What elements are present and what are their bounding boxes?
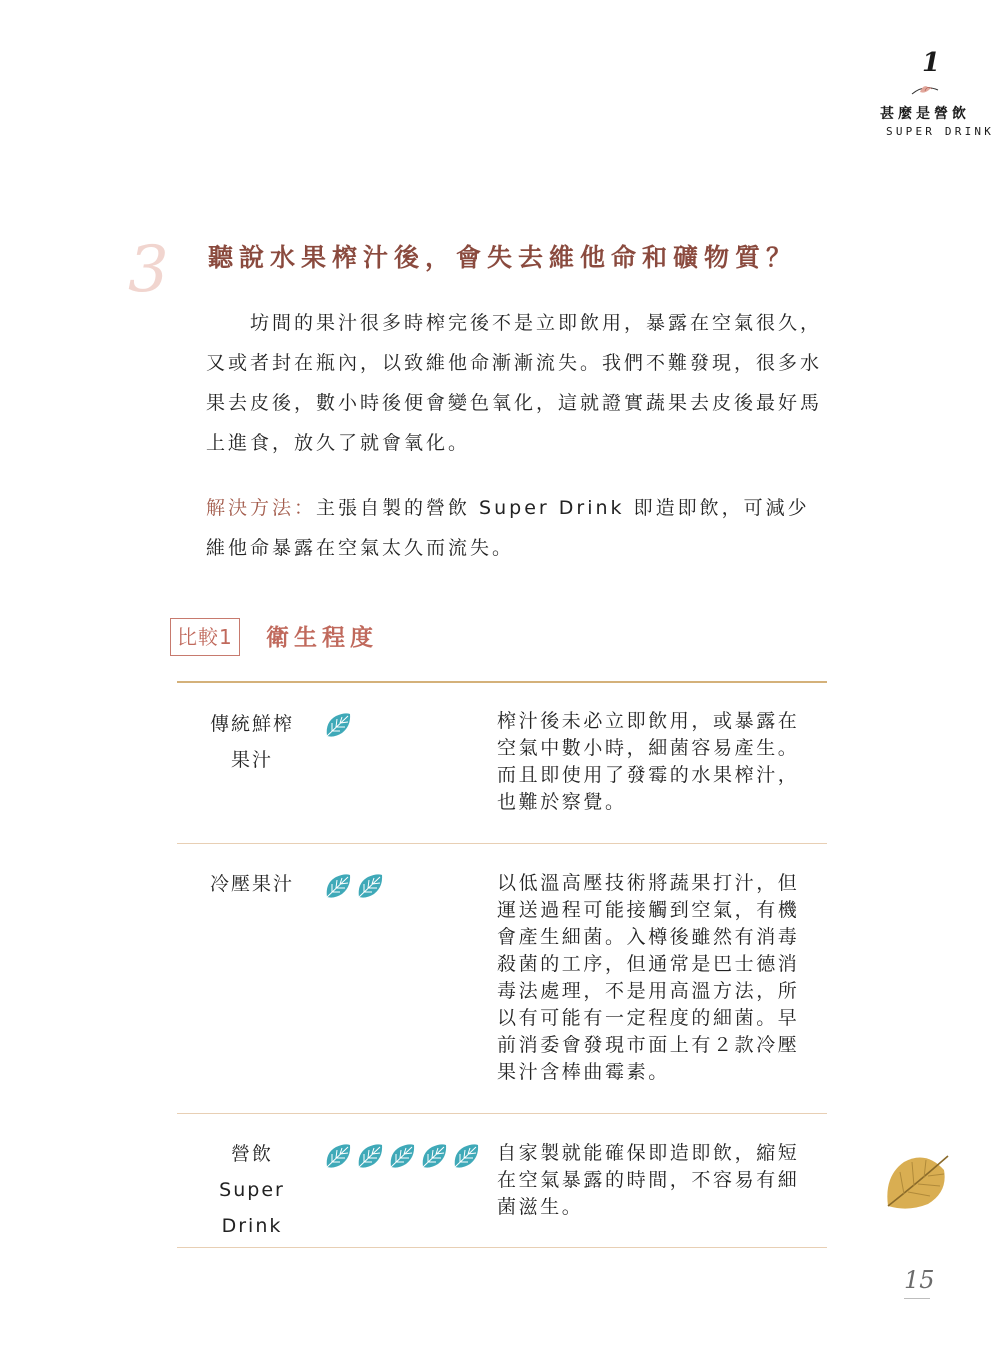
- row-description: 榨汁後未必立即飲用，或暴露在空氣中數小時，細菌容易產生。而且即使用了發霉的水果榨汁，也難於察覺。: [497, 710, 800, 813]
- dry-leaf-icon: [882, 1148, 954, 1214]
- row-name-line1: 冷壓果汁: [209, 873, 294, 895]
- table-top-rule: [177, 681, 827, 683]
- chapter-number: 1: [922, 48, 941, 78]
- table-bottom-rule: [177, 1247, 827, 1248]
- page-number: 15: [904, 1266, 935, 1294]
- solution-text: 主張自製的營飲 Super Drink 即造即飲，可減少維他命暴露在空氣太久而流失。: [206, 497, 810, 559]
- leaf-icon: [356, 1142, 384, 1170]
- leaf-icon: [324, 711, 352, 739]
- leaf-icon: [324, 1142, 352, 1170]
- section-number: 3: [128, 233, 169, 307]
- row-name: [196, 1136, 308, 1244]
- row-name-line2: Drink: [221, 1215, 283, 1237]
- rating-leaves: [324, 711, 352, 739]
- solution-paragraph: [206, 488, 828, 568]
- leaf-icon: [452, 1142, 480, 1170]
- leaf-ornament-icon: [910, 80, 940, 98]
- chapter-subtitle: SUPER DRINK: [886, 125, 995, 138]
- row-name: [196, 866, 308, 902]
- leaf-icon: [324, 872, 352, 900]
- rating-leaves: [324, 872, 384, 900]
- row-divider: [177, 843, 827, 844]
- comparison-title: 衛生程度: [266, 625, 378, 651]
- row-name-line1: 傳統鮮榨: [209, 713, 294, 735]
- row-divider: [177, 1113, 827, 1114]
- leaf-icon: [356, 872, 384, 900]
- comparison-label: 比較1: [170, 618, 240, 656]
- leaf-icon: [420, 1142, 448, 1170]
- rating-leaves: [324, 1142, 480, 1170]
- page-number-underline: [904, 1298, 930, 1299]
- leaf-icon: [388, 1142, 416, 1170]
- body-paragraph: 坊間的果汁很多時榨完後不是立即飲用，暴露在空氣很久，又或者封在瓶內，以致維他命漸漸流失。我們不難發現，很多水果去皮後，數小時後便會變色氧化，這就證實蔬果去皮後最好馬上進食，放久了就會氧化。: [206, 312, 823, 454]
- row-description: 自家製就能確保即造即飲，縮短在空氣暴露的時間，不容易有細菌滋生。: [497, 1142, 800, 1218]
- chapter-title: 甚麼是營飲: [880, 106, 970, 122]
- row-name-line2: 果汁: [230, 749, 273, 771]
- section-title: 聽說水果榨汁後，會失去維他命和礦物質？: [208, 243, 798, 272]
- solution-label: 解決方法：: [206, 497, 317, 519]
- row-description: 以低溫高壓技術將蔬果打汁，但運送過程可能接觸到空氣，有機會產生細菌。入樽後雖然有消毒殺菌的工序，但通常是巴士德消毒法處理，不是用高溫方法，所以有可能有一定程度的細菌。早前消委會發現市面上有２款冷壓果汁含棒曲霉素。: [497, 872, 800, 1083]
- row-name: [196, 706, 308, 778]
- row-name-line1: 營飲 Super: [219, 1143, 285, 1201]
